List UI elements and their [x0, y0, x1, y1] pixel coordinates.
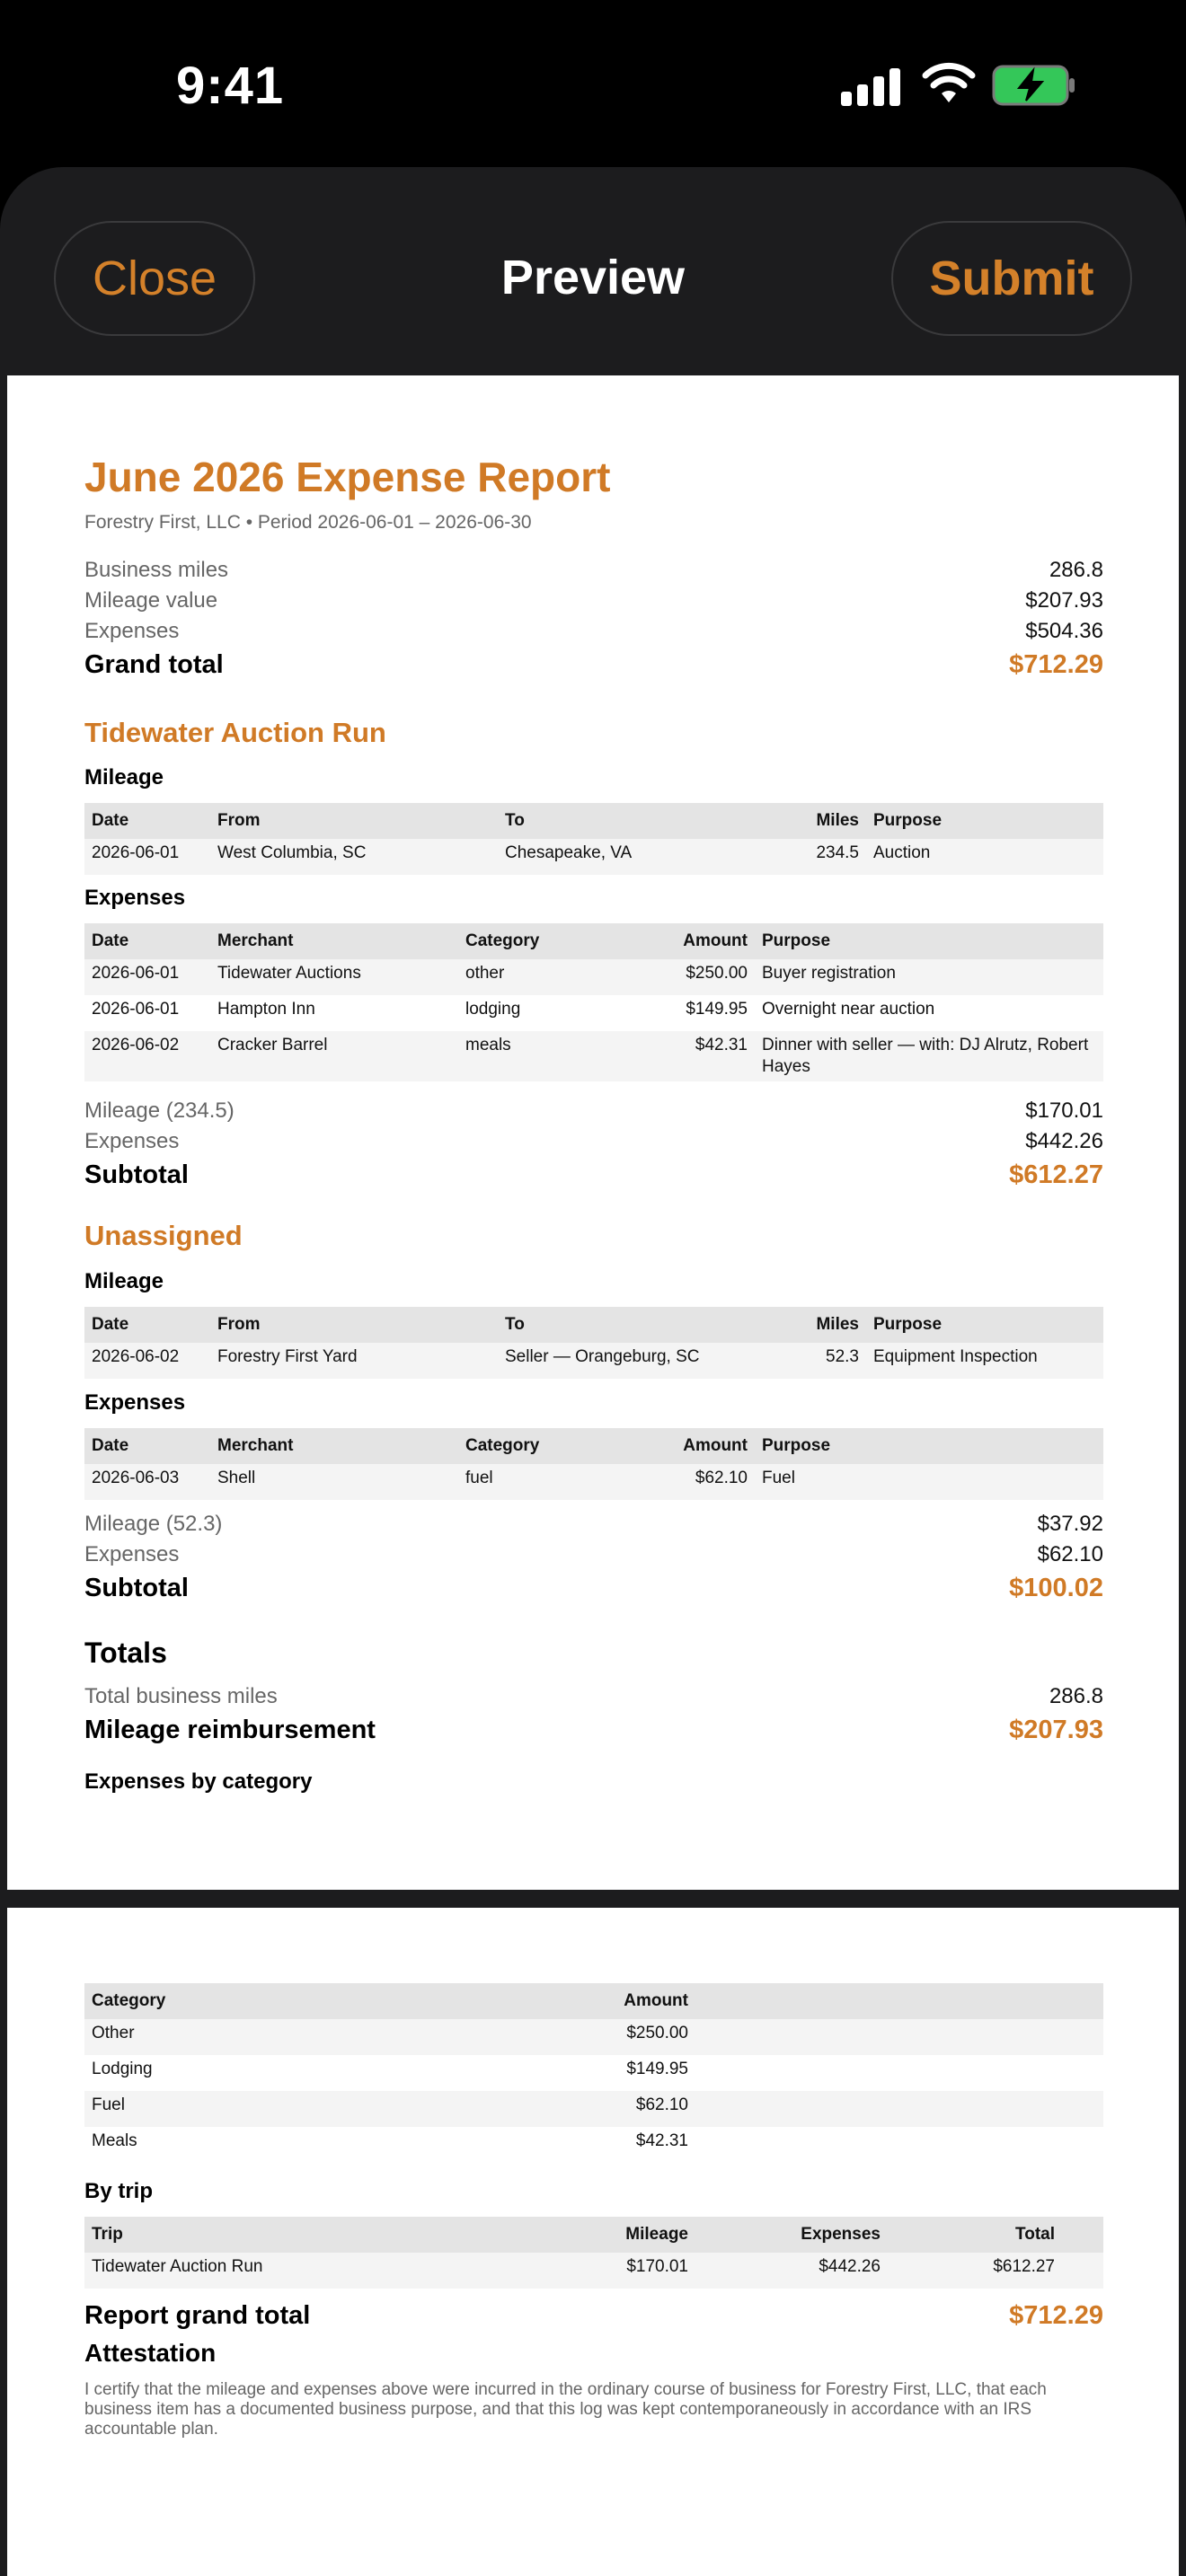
column-header: Date: [84, 803, 210, 839]
mileage-table-wrap: [84, 803, 1103, 875]
summary-row: [84, 555, 1103, 586]
total-value: $712.29: [1009, 650, 1103, 679]
column-header: To: [498, 1307, 767, 1343]
total-label: Report grand total: [84, 2301, 311, 2330]
table-cell: 2026-06-01: [92, 1000, 180, 1019]
table-cell: Hampton Inn: [217, 1000, 315, 1019]
total-value: $37.92: [1037, 1512, 1103, 1536]
by-trip-table: [84, 2217, 1103, 2289]
mileage-heading: Mileage: [84, 765, 164, 790]
table-row: [84, 959, 1103, 995]
table-row: [84, 2127, 1103, 2163]
sheet-title: Preview: [500, 251, 686, 304]
table-row: [84, 839, 1103, 875]
table-cell: 2026-06-02: [84, 1031, 210, 1081]
attestation-heading: Attestation: [84, 2339, 217, 2367]
table-cell: 2026-06-03: [84, 1464, 210, 1500]
total-label: Total business miles: [84, 1684, 278, 1708]
report-title: June 2026 Expense Report: [84, 454, 611, 500]
table-cell: meals: [458, 1031, 629, 1081]
by-trip-heading: By trip: [84, 2179, 154, 2203]
total-label: Subtotal: [84, 1160, 189, 1189]
table-cell: Fuel: [755, 1464, 1103, 1500]
total-label: Mileage reimbursement: [84, 1716, 376, 1744]
expenses-table: [84, 1428, 1103, 1500]
table-cell: Dinner with seller — with: DJ Alrutz, Robert Hayes: [755, 1031, 1103, 1081]
table-cell: 2026-06-01: [84, 839, 210, 875]
by-category-heading: Expenses by category: [84, 1769, 313, 1794]
table-cell: Overnight near auction: [762, 1000, 935, 1019]
table-row: [84, 2253, 1103, 2289]
report-grand-total: [84, 2298, 1103, 2333]
table-cell: $42.31: [629, 1031, 755, 1081]
table-cell: Tidewater Auction Run: [84, 2253, 588, 2289]
table-cell: Tidewater Auctions: [210, 959, 458, 995]
status-time: 9:41: [176, 57, 285, 115]
table-cell: Other: [84, 2019, 588, 2055]
column-header: Date: [84, 1428, 210, 1464]
table-cell: [695, 2019, 1103, 2055]
table-cell: other: [458, 959, 629, 995]
column-header: [695, 1983, 1103, 2019]
totals-summary: [84, 1681, 1103, 1748]
total-value: $207.93: [1025, 588, 1103, 613]
column-header: Purpose: [755, 923, 1103, 959]
table-cell: Auction: [866, 839, 1103, 875]
mileage-table-wrap: [84, 1307, 1103, 1379]
total-label: Business miles: [84, 558, 229, 582]
column-header: Merchant: [210, 1428, 458, 1464]
total-label: Expenses: [84, 619, 180, 643]
expenses-table-wrap: [84, 1428, 1103, 1500]
total-label: Mileage value: [84, 588, 218, 613]
table-cell: Fuel: [84, 2091, 588, 2127]
table-cell: $442.26: [695, 2253, 888, 2289]
battery-charging-icon: [992, 65, 1076, 106]
table-cell: Shell: [210, 1464, 458, 1500]
column-header: Purpose: [866, 803, 1103, 839]
column-header: Miles: [767, 1307, 866, 1343]
column-header: Purpose: [866, 1307, 1103, 1343]
expenses-table-wrap: [84, 923, 1103, 1081]
expenses-heading: Expenses: [84, 886, 186, 910]
table-cell: $62.10: [629, 1464, 755, 1500]
by-trip-table-wrap: [84, 2217, 1103, 2289]
status-bar: [0, 0, 1186, 167]
table-cell: Equipment Inspection: [866, 1343, 1103, 1379]
table-cell: [695, 2091, 1103, 2127]
column-header: Trip: [84, 2217, 588, 2253]
mileage-table: [84, 1307, 1103, 1379]
column-header: Category: [458, 923, 629, 959]
table-cell: [1062, 2253, 1103, 2289]
column-header: Amount: [588, 1983, 695, 2019]
column-header: Purpose: [755, 1428, 1103, 1464]
table-cell: 234.5: [767, 839, 866, 875]
table-cell: $62.10: [588, 2091, 695, 2127]
total-value: $62.10: [1037, 1542, 1103, 1566]
table-cell: Lodging: [92, 2060, 153, 2078]
table-cell: [695, 2127, 1103, 2163]
total-value: $442.26: [1025, 1129, 1103, 1153]
total-value: 286.8: [1049, 1684, 1103, 1708]
column-header: Category: [84, 1983, 588, 2019]
trip-section: [84, 1220, 1103, 1252]
report-summary: [84, 555, 1103, 683]
trip-totals: [84, 1509, 1103, 1606]
table-cell: $250.00: [588, 2019, 695, 2055]
table-cell: 2026-06-02: [84, 1343, 210, 1379]
table-cell: $149.95: [686, 1000, 748, 1019]
subtotal-row: [84, 1570, 1103, 1606]
table-cell: $250.00: [629, 959, 755, 995]
table-row: [84, 2019, 1103, 2055]
table-row: [84, 1464, 1103, 1500]
table-cell: $612.27: [888, 2253, 1062, 2289]
total-value: $504.36: [1025, 619, 1103, 643]
totals-heading: Totals: [84, 1636, 167, 1669]
table-cell: Buyer registration: [755, 959, 1103, 995]
total-value: $170.01: [1025, 1098, 1103, 1123]
table-cell: $42.31: [635, 2131, 688, 2150]
table-cell: 52.3: [767, 1343, 866, 1379]
table-cell: Meals: [92, 2131, 137, 2150]
table-cell: West Columbia, SC: [210, 839, 498, 875]
table-cell: Forestry First Yard: [210, 1343, 498, 1379]
total-value: $712.29: [1009, 2301, 1103, 2330]
column-header: Date: [84, 923, 210, 959]
total-value: $612.27: [1009, 1160, 1103, 1189]
report-page-1[interactable]: [7, 375, 1179, 1890]
close-button[interactable]: Close: [54, 221, 255, 336]
table-row: [84, 1031, 1103, 1081]
table-cell: Chesapeake, VA: [498, 839, 767, 875]
column-header: Expenses: [695, 2217, 888, 2253]
table-row: [84, 995, 1103, 1031]
total-label: Grand total: [84, 650, 224, 679]
summary-row: [84, 616, 1103, 647]
category-table: [84, 1983, 1103, 2163]
column-header: Merchant: [210, 923, 458, 959]
column-header: To: [498, 803, 767, 839]
report-page-2[interactable]: [7, 1908, 1179, 2576]
column-header: Mileage: [588, 2217, 695, 2253]
column-header: Date: [84, 1307, 210, 1343]
total-value: $100.02: [1009, 1574, 1103, 1602]
table-row: [84, 2055, 1103, 2091]
total-label: Mileage (52.3): [84, 1512, 223, 1536]
subtotal-row: [84, 1157, 1103, 1193]
table-cell: Cracker Barrel: [210, 1031, 458, 1081]
table-cell: [695, 2055, 1103, 2091]
total-label: Mileage (234.5): [84, 1098, 235, 1123]
wifi-icon: [922, 61, 976, 104]
summary-row: [84, 586, 1103, 616]
column-header: From: [210, 1307, 498, 1343]
total-value: 286.8: [1049, 558, 1103, 582]
table-cell: lodging: [465, 1000, 521, 1019]
table-row: [84, 1343, 1103, 1379]
column-header: Amount: [629, 923, 755, 959]
total-label: Expenses: [84, 1542, 180, 1566]
cellular-signal-icon: [841, 66, 900, 106]
mileage-reimbursement-row: [84, 1712, 1103, 1748]
table-cell: $149.95: [626, 2060, 688, 2078]
mileage-heading: Mileage: [84, 1269, 164, 1293]
report-subtitle: Forestry First, LLC • Period 2026-06-01 – 2026-06-30: [84, 512, 532, 533]
table-cell: $170.01: [588, 2253, 695, 2289]
mileage-table: [84, 803, 1103, 875]
trip-title: Unassigned: [84, 1220, 243, 1251]
trip-totals: [84, 1096, 1103, 1193]
column-header: Miles: [767, 803, 866, 839]
table-cell: fuel: [458, 1464, 629, 1500]
attestation-text: I certify that the mileage and expenses above were incurred in the ordinary course of business for Forestry First, LLC, that each business item has a documented business purpose, and that this log was kept contemporaneously in accordance with an IRS accountable plan.: [84, 2380, 1047, 2439]
column-header: Category: [458, 1428, 629, 1464]
expenses-table: [84, 923, 1103, 1081]
column-header: [1062, 2217, 1103, 2253]
report-header: [84, 453, 1103, 534]
column-header: Total: [888, 2217, 1062, 2253]
total-value: $207.93: [1009, 1716, 1103, 1744]
trip-section: [84, 717, 1103, 749]
expenses-heading: Expenses: [84, 1390, 186, 1415]
column-header: From: [210, 803, 498, 839]
total-label: Subtotal: [84, 1574, 189, 1602]
table-row: [84, 2091, 1103, 2127]
column-header: Amount: [629, 1428, 755, 1464]
grand-total-row: [84, 647, 1103, 683]
table-cell: 2026-06-01: [84, 959, 210, 995]
trip-title: Tidewater Auction Run: [84, 717, 386, 748]
submit-button[interactable]: Submit: [891, 221, 1132, 336]
category-table-wrap: [84, 1983, 1103, 2163]
total-label: Expenses: [84, 1129, 180, 1153]
table-cell: Seller — Orangeburg, SC: [498, 1343, 767, 1379]
